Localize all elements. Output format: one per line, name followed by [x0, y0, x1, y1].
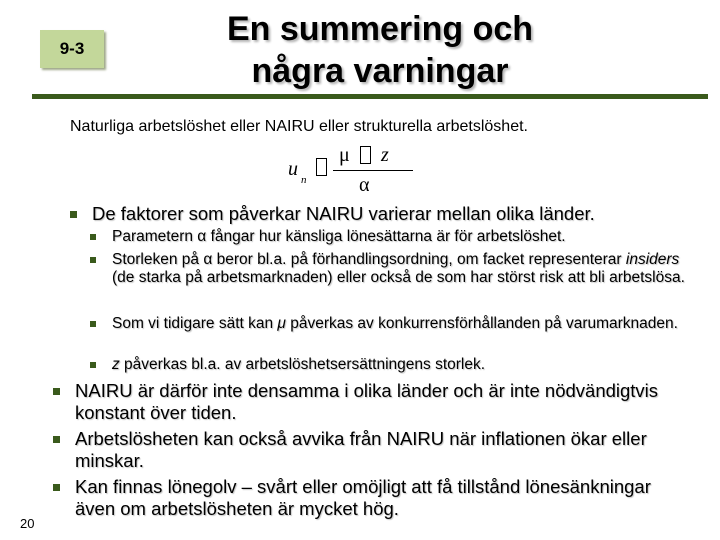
sub-bullet-text: påverkas av konkurrensförhållanden på varumarknaden. [285, 315, 678, 332]
bullet-text: NAIRU är därför inte densamma i olika länder och är inte nödvändigtvis konstant över tiden. [75, 380, 659, 423]
sub-bullet-text: påverkas bl.a. av arbetslöshetsersättningens storlek. [119, 356, 486, 373]
sub-bullet-z [112, 356, 692, 374]
page-number: 20 [20, 516, 35, 531]
sub-bullet-text: (de starka på arbetsmarknaden) eller också de som har störst risk att bli arbetslösa. [112, 269, 685, 286]
sub-bullet-text: Som vi tidigare sätt kan [112, 315, 278, 332]
bullet-text: Arbetslösheten kan också avvika från NAIRU när inflationen ökar eller minskar. [75, 428, 647, 471]
alpha-symbol: α [197, 228, 207, 245]
formula-placeholder-glyph [360, 146, 371, 164]
slide-title [150, 8, 610, 92]
square-bullet-icon [53, 484, 60, 491]
sub-bullet-text: Storleken på [112, 251, 204, 268]
bullet-text: Kan finnas lönegolv – svårt eller omöjligt att få tillstånd lönesänkningar även om arbetslösheten är mycket hög. [75, 476, 651, 519]
title-divider [32, 94, 708, 99]
section-badge: 9-3 [40, 30, 104, 68]
formula-u: u [288, 158, 298, 180]
square-bullet-icon [53, 436, 60, 443]
intro-text: Naturliga arbetslöshet eller NAIRU eller strukturella arbetslöshet. [70, 118, 528, 135]
bullet-nairu-varies [75, 380, 675, 424]
nairu-formula [283, 140, 413, 200]
sub-bullet-alpha-size [112, 251, 692, 287]
sub-bullet-text: fångar hur känsliga lönesättarna är för arbetslöshet. [206, 228, 566, 245]
bullet-text: De faktorer som påverkar NAIRU varierar mellan olika länder. [92, 203, 595, 224]
formula-mu: μ [339, 144, 350, 166]
bullet-factors [92, 203, 692, 225]
square-bullet-icon [53, 388, 60, 395]
mu-symbol: μ [277, 315, 286, 332]
square-bullet-icon [90, 257, 96, 263]
title-line-1: En summering och [226, 10, 534, 48]
square-bullet-icon [90, 362, 96, 368]
alpha-symbol: α [203, 251, 213, 268]
formula-placeholder-glyph [316, 158, 327, 176]
sub-bullet-text: Parametern [112, 228, 198, 245]
sub-bullet-alpha [112, 228, 692, 246]
z-symbol: z [112, 356, 120, 373]
bullet-inflation [75, 428, 675, 472]
formula-alpha: α [359, 174, 370, 196]
bullet-wage-floor [75, 476, 675, 520]
square-bullet-icon [90, 321, 96, 327]
square-bullet-icon [70, 211, 77, 218]
square-bullet-icon [90, 234, 96, 240]
insiders-term: insiders [625, 251, 680, 268]
sub-bullet-text: beror bl.a. på förhandlingsordning, om facket representerar [212, 251, 626, 268]
formula-z: z [381, 144, 389, 166]
formula-fraction-bar [333, 170, 413, 171]
formula-subscript: n [301, 174, 307, 186]
title-line-2: några varningar [251, 52, 509, 90]
sub-bullet-mu [112, 315, 692, 333]
